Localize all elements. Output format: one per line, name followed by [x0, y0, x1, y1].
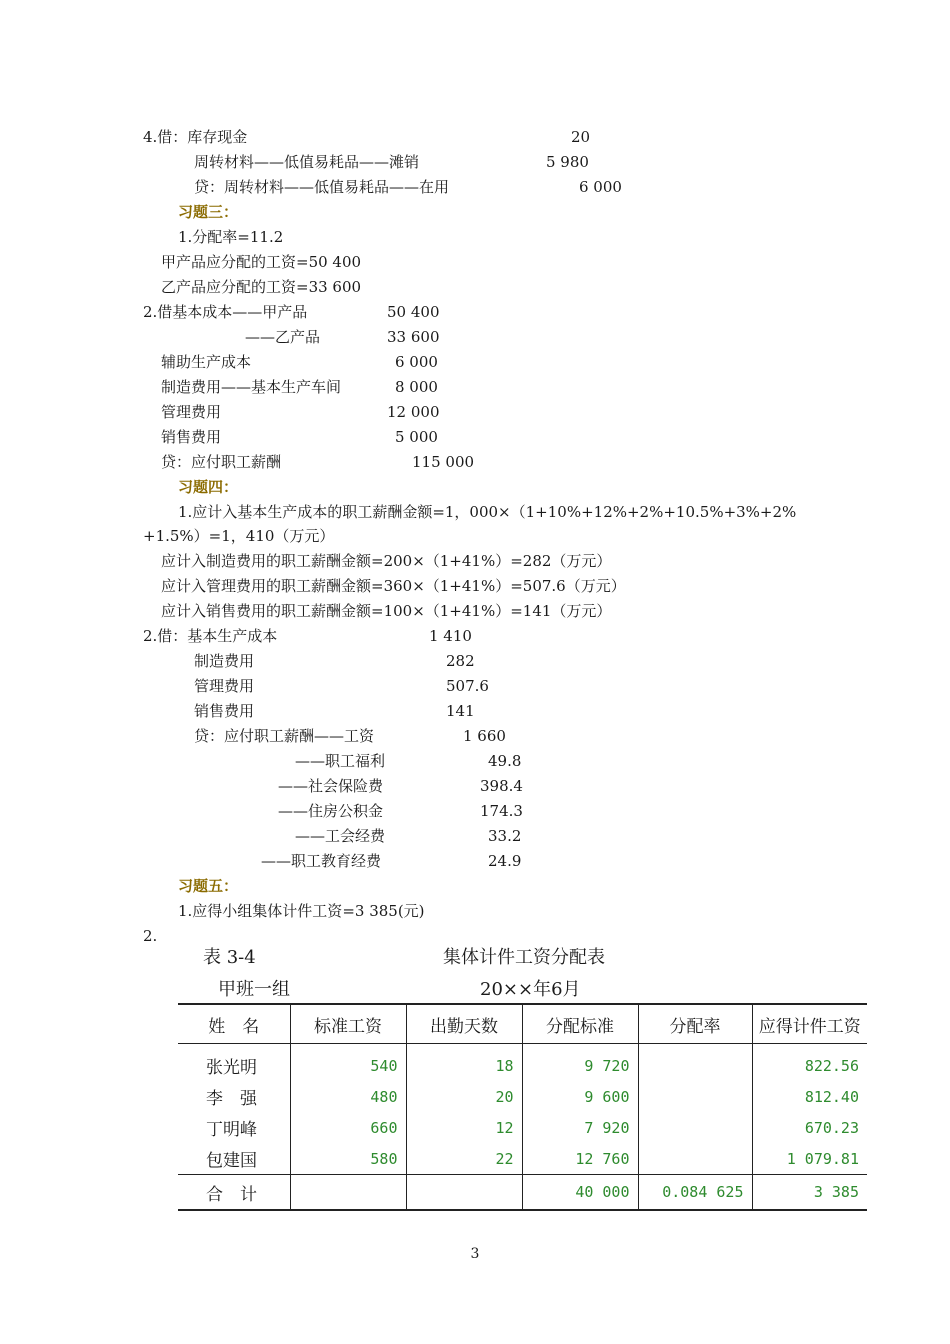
cell-standard-wage: 540	[290, 1044, 406, 1082]
table-row	[178, 1143, 867, 1175]
ex4-journal-9-amount: 33.2	[488, 827, 522, 845]
cell-attendance-days: 22	[406, 1143, 522, 1175]
ex4-journal-8: ——住房公积金	[278, 802, 384, 820]
table-total-row	[178, 1175, 867, 1211]
page-number: 3	[470, 1246, 480, 1262]
ex3-journal-2-amount: 33 600	[387, 328, 440, 346]
ex3-product-a: 甲产品应分配的工资=50 400	[161, 253, 362, 271]
table-row	[178, 1112, 867, 1143]
ex4-journal-5: 贷：应付职工薪酬——工资	[194, 727, 375, 745]
ex3-product-b: 乙产品应分配的工资=33 600	[161, 278, 362, 296]
cell-allocation-rate	[638, 1081, 752, 1112]
cell-allocation-rate	[638, 1044, 752, 1082]
cell-piecework-wage: 812.40	[752, 1081, 867, 1112]
exercise5-heading: 习题五：	[178, 877, 239, 895]
table-label: 表 3-4	[203, 947, 256, 968]
cell-allocation-standard: 12 760	[522, 1143, 638, 1175]
ex4-journal-1-amount: 1 410	[429, 627, 472, 645]
ex3-journal-5: 管理费用	[161, 403, 222, 421]
table-group: 甲班一组	[218, 979, 290, 1000]
ex4-journal-10-amount: 24.9	[488, 852, 522, 870]
header-allocation-standard: 分配标准	[522, 1004, 638, 1044]
entry4-amount2: 5 980	[546, 153, 589, 171]
header-standard-wage: 标准工资	[290, 1004, 406, 1044]
cell-standard-wage: 580	[290, 1143, 406, 1175]
ex4-journal-7: ——社会保险费	[278, 777, 384, 795]
ex4-journal-6: ——职工福利	[295, 752, 386, 770]
total-allocation-standard: 40 000	[522, 1175, 638, 1211]
ex4-journal-7-amount: 398.4	[480, 777, 523, 795]
cell-standard-wage: 660	[290, 1112, 406, 1143]
ex3-journal-6-amount: 5 000	[395, 428, 438, 446]
cell-piecework-wage: 822.56	[752, 1044, 867, 1082]
piecework-wage-table	[178, 1003, 867, 1211]
cell-allocation-standard: 7 920	[522, 1112, 638, 1143]
entry4-line2: 周转材料——低值易耗品——滩销	[194, 153, 420, 171]
ex4-paragraph-4: 应计入销售费用的职工薪酬金额=100×（1+41%）=141（万元）	[161, 602, 612, 620]
table-row	[178, 1081, 867, 1112]
cell-allocation-standard: 9 720	[522, 1044, 638, 1082]
table-date: 20××年6月	[480, 979, 581, 1000]
ex3-journal-3-amount: 6 000	[395, 353, 438, 371]
table-row	[178, 1044, 867, 1082]
header-attendance-days: 出勤天数	[406, 1004, 522, 1044]
cell-allocation-standard: 9 600	[522, 1081, 638, 1112]
ex4-journal-5-amount: 1 660	[463, 727, 506, 745]
exercise3-heading: 习题三：	[178, 203, 239, 221]
entry4-line1: 4.借：库存现金	[143, 128, 248, 146]
ex4-journal-9: ——工会经费	[295, 827, 386, 845]
ex4-journal-4: 销售费用	[194, 702, 255, 720]
ex3-journal-1-amount: 50 400	[387, 303, 440, 321]
ex3-journal-4-amount: 8 000	[395, 378, 438, 396]
cell-name: 丁明峰	[206, 1120, 257, 1140]
cell-piecework-wage: 1 079.81	[752, 1143, 867, 1175]
ex3-journal-2: ——乙产品	[245, 328, 321, 346]
ex4-paragraph-1: 1.应计入基本生产成本的职工薪酬金额=1，000×（1+10%+12%+2%+10.5%+3%+2%	[178, 503, 797, 521]
ex3-journal-7: 贷：应付职工薪酬	[161, 453, 282, 471]
cell-allocation-rate	[638, 1112, 752, 1143]
cell-attendance-days: 20	[406, 1081, 522, 1112]
total-attendance-days	[406, 1175, 522, 1211]
ex4-paragraph-1-cont: +1.5%）=1，410（万元）	[143, 527, 335, 545]
cell-name: 张光明	[206, 1058, 257, 1078]
ex3-journal-1: 2.借基本成本——甲产品	[143, 303, 308, 321]
ex3-journal-5-amount: 12 000	[387, 403, 440, 421]
header-name: 姓 名	[178, 1004, 290, 1044]
ex4-journal-6-amount: 49.8	[488, 752, 522, 770]
ex4-paragraph-2: 应计入制造费用的职工薪酬金额=200×（1+41%）=282（万元）	[161, 552, 612, 570]
total-standard-wage	[290, 1175, 406, 1211]
entry4-amount3: 6 000	[579, 178, 622, 196]
ex3-rate: 1.分配率=11.2	[178, 228, 284, 246]
cell-allocation-rate	[638, 1143, 752, 1175]
ex3-journal-3: 辅助生产成本	[161, 353, 252, 371]
cell-standard-wage: 480	[290, 1081, 406, 1112]
ex4-journal-3: 管理费用	[194, 677, 255, 695]
entry4-line3: 贷：周转材料——低值易耗品——在用	[194, 178, 450, 196]
cell-attendance-days: 12	[406, 1112, 522, 1143]
total-allocation-rate: 0.084 625	[638, 1175, 752, 1211]
ex4-journal-1: 2.借：基本生产成本	[143, 627, 278, 645]
ex3-journal-6: 销售费用	[161, 428, 222, 446]
ex3-journal-4: 制造费用——基本生产车间	[161, 378, 342, 396]
ex4-journal-10: ——职工教育经费	[261, 852, 382, 870]
ex5-item-2: 2.	[143, 927, 158, 945]
ex3-journal-7-amount: 115 000	[412, 453, 475, 471]
ex5-result: 1.应得小组集体计件工资=3 385(元)	[178, 902, 425, 920]
ex4-journal-4-amount: 141	[446, 702, 475, 720]
entry4-amount1: 20	[571, 128, 591, 146]
cell-piecework-wage: 670.23	[752, 1112, 867, 1143]
total-piecework-wage: 3 385	[752, 1175, 867, 1211]
ex4-journal-2: 制造费用	[194, 652, 255, 670]
ex4-paragraph-3: 应计入管理费用的职工薪酬金额=360×（1+41%）=507.6（万元）	[161, 577, 626, 595]
total-label: 合 计	[178, 1175, 290, 1211]
cell-name: 李 强	[206, 1089, 257, 1109]
ex4-journal-2-amount: 282	[446, 652, 475, 670]
cell-attendance-days: 18	[406, 1044, 522, 1082]
table-header-row	[178, 1004, 867, 1044]
cell-name: 包建国	[206, 1151, 257, 1171]
table-title: 集体计件工资分配表	[443, 947, 605, 968]
ex4-journal-8-amount: 174.3	[480, 802, 523, 820]
header-piecework-wage: 应得计件工资	[752, 1004, 867, 1044]
header-allocation-rate: 分配率	[638, 1004, 752, 1044]
exercise4-heading: 习题四：	[178, 478, 239, 496]
ex4-journal-3-amount: 507.6	[446, 677, 489, 695]
